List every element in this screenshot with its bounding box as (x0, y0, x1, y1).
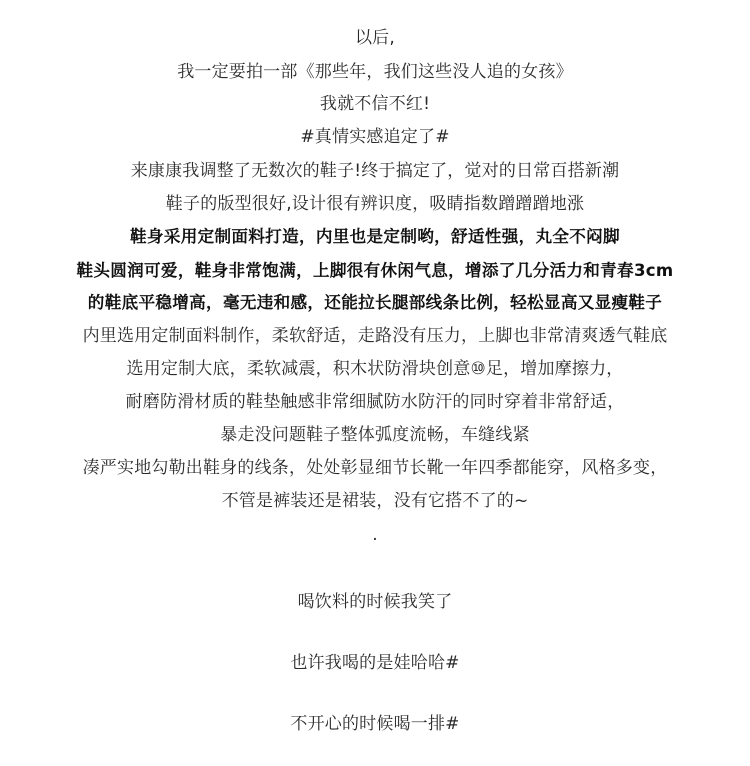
text-line-7: 鞋身采用定制面料打造，内里也是定制哟，舒适性强，丸全不闷脚 (130, 227, 620, 246)
text-line-4: #真情实感追定了# (300, 127, 450, 147)
text-line-1: 以后, (354, 28, 395, 48)
text-line-16: . (372, 525, 378, 545)
text-line-19: 不开心的时候喝一排# (290, 714, 460, 734)
text-line-15: 不管是裤装还是裙装，没有它搭不了的~ (221, 491, 529, 511)
text-line-17: 喝饮料的时候我笑了 (297, 592, 453, 612)
text-line-14: 凑严实地勾勒出鞋身的线条，处处彰显细节长靴一年四季都能穿，风格多变， (82, 458, 668, 478)
text-line-6: 鞋子的版型很好,设计很有辨识度，吸睛指数蹭蹭蹭地涨 (165, 194, 585, 214)
text-line-8: 鞋头圆润可爱，鞋身非常饱满，上脚很有休闲气息，增添了几分活力和青春3cm (76, 261, 674, 280)
text-line-10: 内里选用定制面料制作，柔软舒适，走路没有压力，上脚也非常清爽透气鞋底 (82, 326, 668, 346)
text-line-12: 耐磨防滑材质的鞋垫触感非常细腻防水防汗的同时穿着非常舒适， (125, 392, 625, 412)
text-line-18: 也许我喝的是娃哈哈# (290, 653, 460, 673)
text-line-9: 的鞋底平稳增高，毫无违和感，还能拉长腿部线条比例，轻松显高又显瘦鞋子 (87, 293, 663, 312)
text-line-2: 我一定要拍一部《那些年，我们这些没人追的女孩》 (177, 62, 573, 82)
text-line-3: 我就不信不红! (319, 94, 431, 114)
text-line-11: 选用定制大底，柔软减震，积木状防滑块创意⑩足，增加摩擦力， (126, 359, 624, 379)
text-line-13: 暴走没问题鞋子整体弧度流畅，车缝线紧 (220, 425, 530, 445)
text-line-5: 来康康我调整了无数次的鞋子!终于搞定了，觉对的日常百搭新潮 (130, 161, 620, 181)
